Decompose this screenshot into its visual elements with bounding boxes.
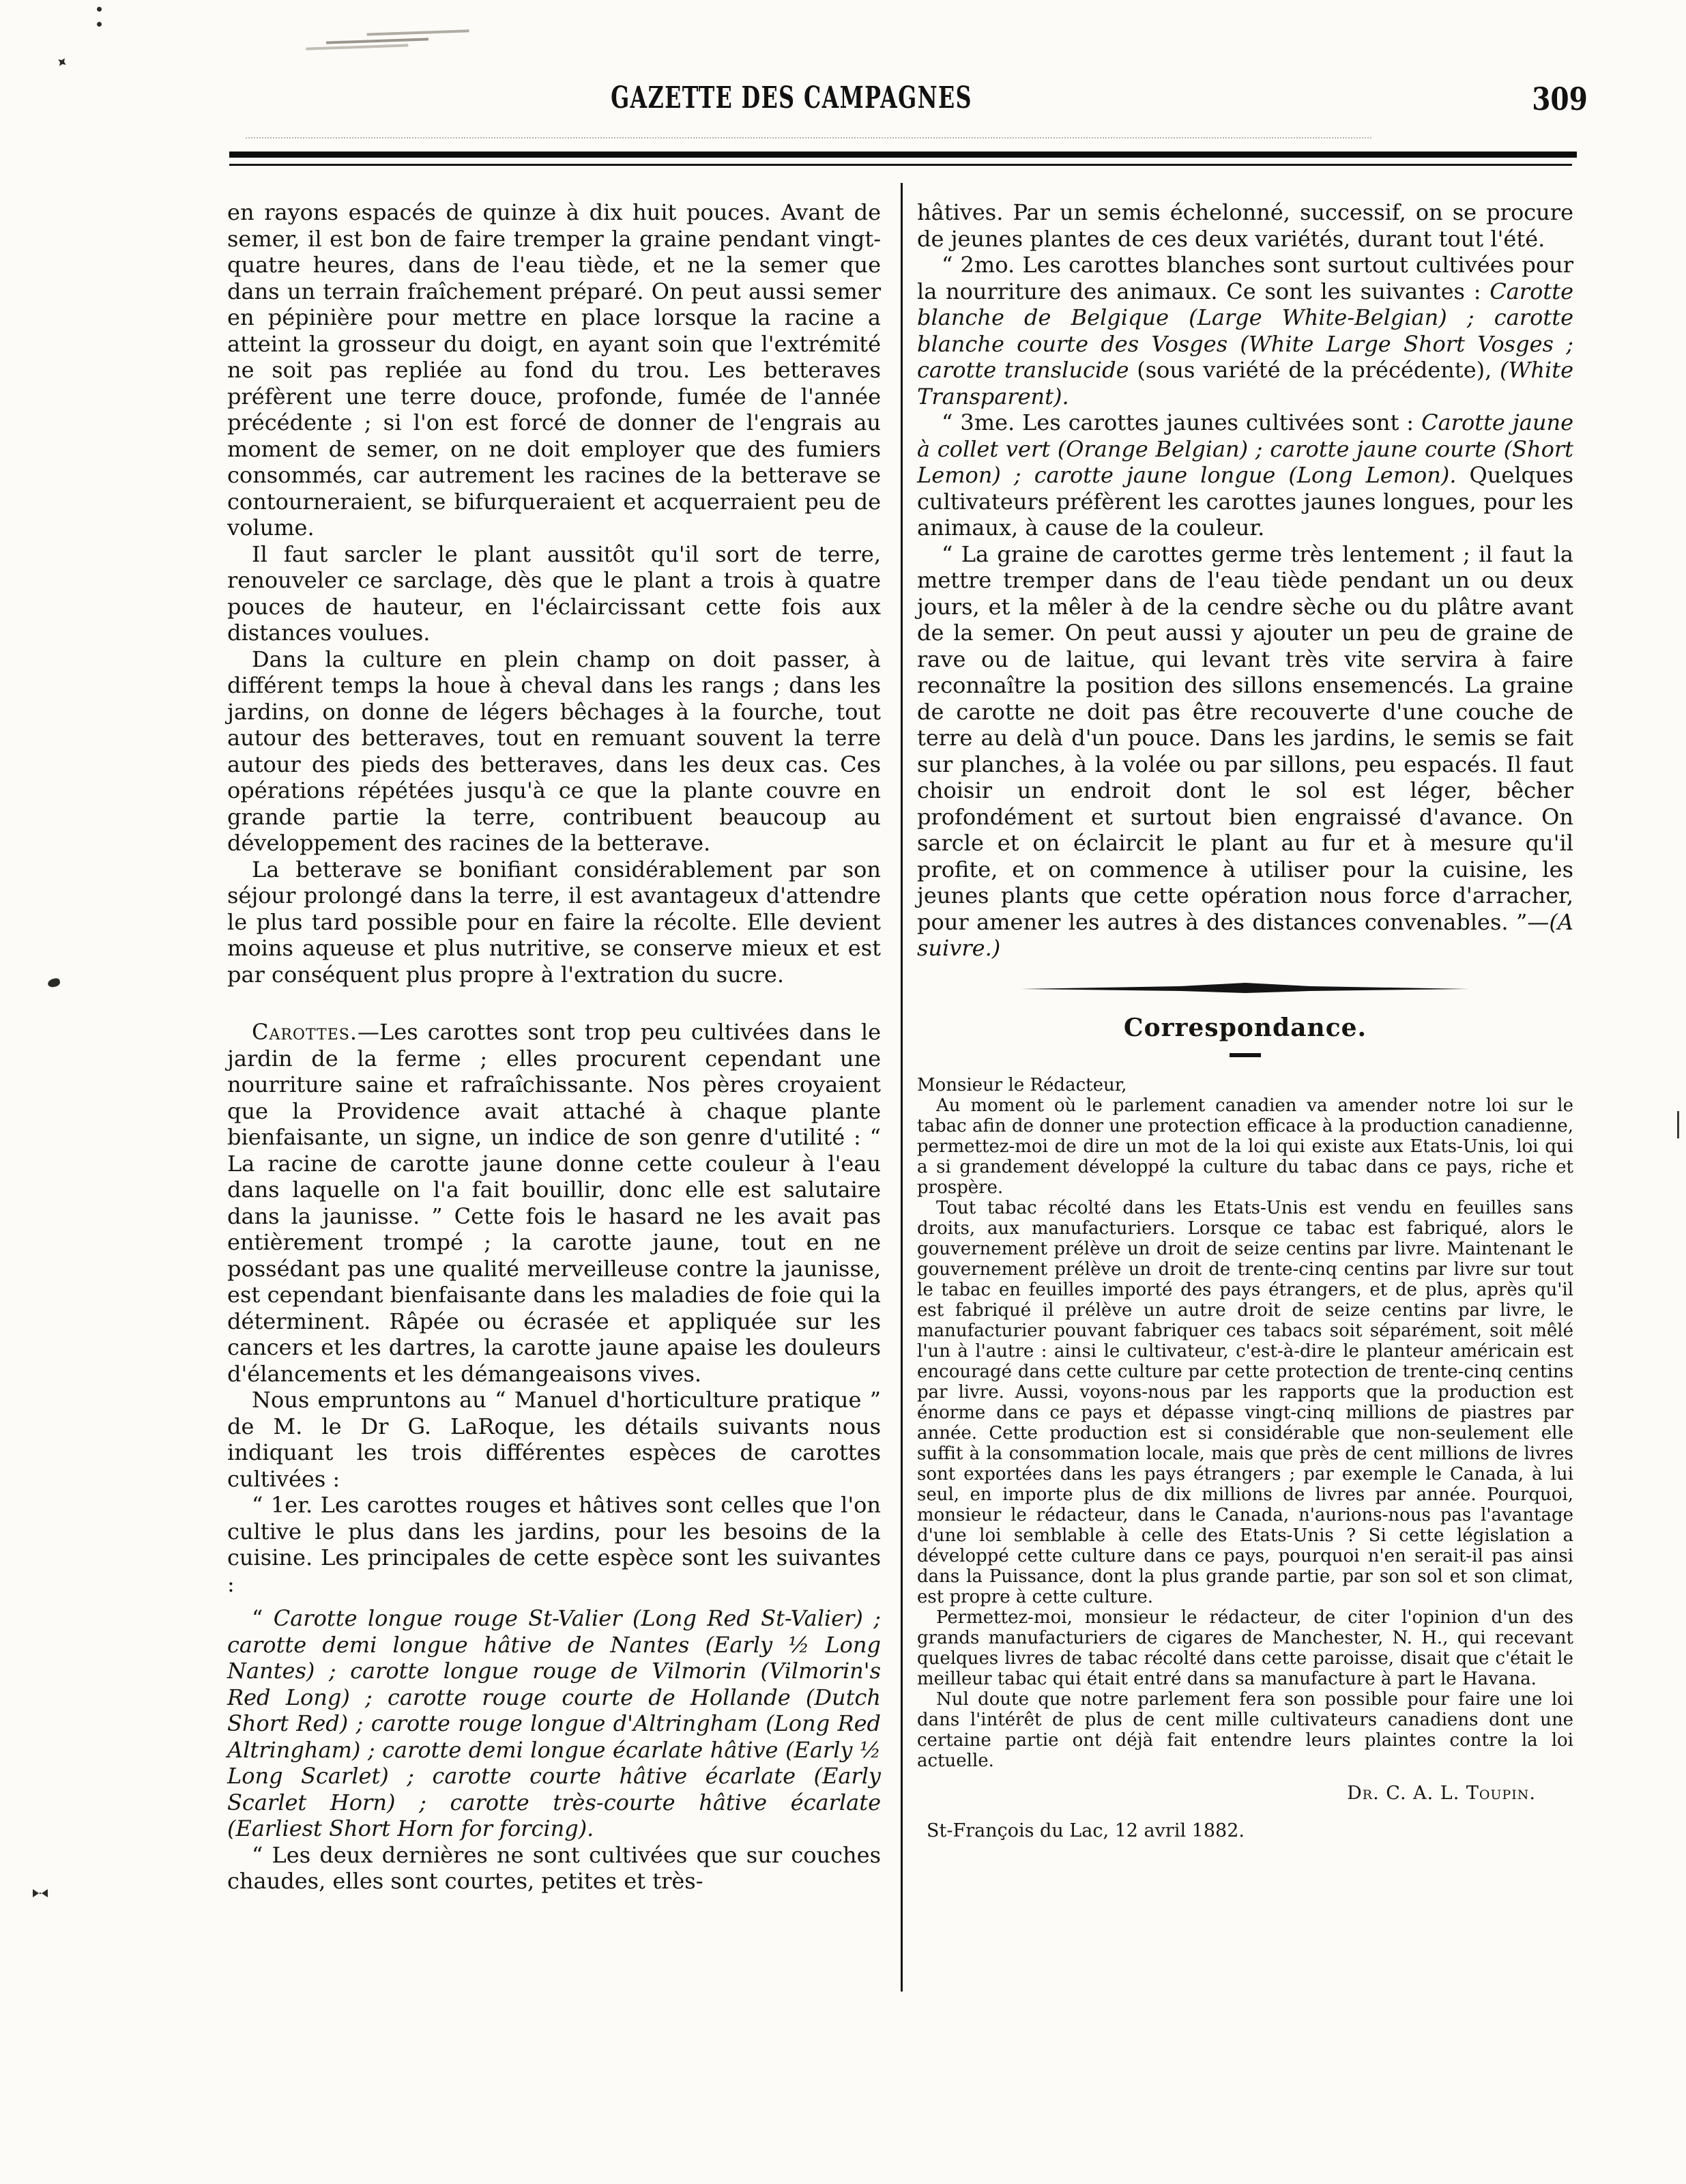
scan-artifact	[55, 55, 68, 68]
article-paragraph: Nous empruntons au “ Manuel d'horticulture pratique ” de M. le Dr G. LaRoque, les détails suivants nous indiquant les trois différentes espèces de carottes cultivées :	[227, 1387, 881, 1492]
column-divider	[901, 183, 903, 1992]
scan-artifact	[326, 38, 428, 44]
section-divider-rule	[917, 982, 1573, 994]
header-rule-thick	[229, 152, 1577, 158]
dateline: St-François du Lac, 12 avril 1882.	[927, 1820, 1245, 1841]
article-paragraph: hâtives. Par un semis échelonné, successif, on se procure de jeunes plantes de ces deux variétés, durant tout l'été.	[917, 199, 1573, 252]
article-paragraph-varieties: “ Carotte longue rouge St-Valier (Long Red St-Valier) ; carotte demi longue hâtive de Nantes (Early ½ Long Nantes) ; carotte longue rouge de Vilmorin (Vilmorin's Red Long) ; carotte rouge courte de Hollande (Dutch Short Red) ; carotte rouge longue d'Altringham (Long Red Altringham) ; carotte demi longue écarlate hâtive (Early ½ Long Scarlet) ; carotte courte hâtive écarlate (Early Scarlet Horn) ; carotte très-courte hâtive écarlate (Earliest Short Horn for forcing).	[227, 1605, 882, 1841]
scan-artifact	[47, 977, 61, 988]
article-paragraph: en rayons espacés de quinze à dix huit pouces. Avant de semer, il est bon de faire tremper la graine pendant vingt-quatre heures, dans de l'eau tiède, et ne la semer que dans un terrain fraîchement préparé. On peut aussi semer en pépinière pour mettre en place lorsque la racine a atteint la grosseur du doigt, en ayant soin que l'extrémité ne soit pas repliée au fond du trou. Les betteraves préfèrent une terre douce, profonde, fumée de l'année précédente ; si l'on est forcé de donner de l'engrais au moment de semer, on ne doit employer que des fumiers consommés, car autrement les racines de la betterave se contourneraient, se bifurqueraient et acquerraient peu de volume.	[227, 199, 881, 541]
left-column	[227, 199, 881, 1895]
article-paragraph: Dans la culture en plein champ on doit passer, à différent temps la houe à cheval dans les rangs ; dans les jardins, on donne de légers bêchages à la fourche, tout autour des betteraves, tout en remuant souvent la terre autour des pieds des betteraves, dans les deux cas. Ces opérations répétées jusqu'à ce que la plante couvre en grande partie la terre, contribuent beaucoup au développement des racines de la betterave.	[227, 646, 881, 856]
masthead-title: GAZETTE DES CAMPAGNES	[611, 81, 972, 115]
article-paragraph: La betterave se bonifiant considérablement par son séjour prolongé dans la terre, il est avantageux d'attendre le plus tard possible pour en faire la récolte. Elle devient moins aqueuse et plus nutritive, se conserve mieux et est par conséquent plus propre à l'extration du sucre.	[227, 856, 881, 988]
heading-dash	[1230, 1053, 1261, 1057]
article-paragraph: “ La graine de carottes germe très lentement ; il faut la mettre tremper dans de l'eau tiède pendant un ou deux jours, et la mêler à de la cendre sèche ou du plâtre avant de la semer. On peut aussi y ajouter un peu de graine de rave ou de laitue, qui levant très vite servira à faire reconnaître la position des sillons ensemencés. La graine de carotte ne doit pas être recouverte d'une couche de terre au delà d'un pouce. Dans les jardins, le semis se fait sur planches, à la volée ou par sillons, peu espacés. Il faut choisir un endroit dont le sol est léger, bêcher profondément et surtout bien engraissé d'avance. On sarcle et on éclaircit le plant au fur et à mesure qu'il profite, et on commence à utiliser pour la cuisine, les jeunes plants que cette opération nous force d'arracher, pour amener les autres à des distances convenables. ”—(A suivre.)	[917, 541, 1573, 961]
article-paragraph: Il faut sarcler le plant aussitôt qu'il sort de terre, renouveler ce sarclage, dès que le plant a trois à quatre pouces de hauteur, en l'éclaircissant cette fois aux distances voulues.	[227, 541, 881, 646]
scan-artifact	[1677, 1111, 1679, 1138]
correspondance-heading: Correspondance.	[1123, 1013, 1367, 1042]
article-paragraph: “ 2mo. Les carottes blanches sont surtout cultivées pour la nourriture des animaux. Ce sont les suivantes : Carotte blanche de Belgique (Large White-Belgian) ; carotte blanche courte des Vosges (White Large Short Vosges ; carotte translucide (sous variété de la précédente), (White Transparent).	[917, 252, 1574, 410]
letter-paragraph: Permettez-moi, monsieur le rédacteur, de citer l'opinion d'un des grands manufacturiers de cigares de Manchester, N. H., qui recevant quelques livres de tabac récolté dans cette paroisse, disait que c'était le meilleur tabac qui était entré dans sa manufacture à part le Havana.	[917, 1607, 1573, 1689]
article-paragraph-carottes: Carottes.—Les carottes sont trop peu cultivées dans le jardin de la ferme ; elles procurent cependant une nourriture saine et rafraîchissante. Nos pères croyaient que la Providence avait attaché à chaque plante bienfaisante, un signe, un indice de son genre d'utilité : “ La racine de carotte jaune donne cette couleur à l'eau dans laquelle on l'a fait bouillir, donc elle est salutaire dans la jaunisse. ” Cette fois le hasard ne les avait pas entièrement trompé ; la carotte jaune, tout en ne possédant pas une qualité merveilleuse contre la jaunisse, est cependant bienfaisante dans les maladies de foie qui la déterminent. Râpée ou écrasée et appliquée sur les cancers et les dartres, la carotte jaune apaise les douleurs d'élancements et les démangeaisons vives.	[227, 1019, 881, 1387]
letter-paragraph: Tout tabac récolté dans les Etats-Unis est vendu en feuilles sans droits, aux manufacturiers. Lorsque ce tabac est fabriqué, alors le gouvernement prélève un droit de seize centins par livre. Maintenant le gouvernement prélève un droit de trente-cinq centins par livre sur tout le tabac en feuilles importé des pays étrangers, et de plus, après qu'il est fabriqué il prélève un autre droit de seize centins par livre, le manufacturier pouvant fabriquer ces tabacs soit séparément, soit mêlé l'un à l'autre : ainsi le cultivateur, c'est-à-dire le planteur américain est encouragé dans cette culture par cette protection de trente-cinq centins par livre. Aussi, voyons-nous par les rapports que la production est énorme dans ce pays et dépasse vingt-cinq millions de piastres par année. Cette production est si considérable que non-seulement elle suffit à la consommation locale, mais que près de cent millions de livres sont exportées dans les pays étrangers ; par exemple le Canada, à lui seul, en importe plus de dix millions de livres par année. Pourquoi, monsieur le rédacteur, dans le Canada, n'aurions-nous pas l'avantage d'une loi semblable à celle des Etats-Unis ? Si cette législation a développé cette culture dans ce pays, pourquoi n'en serait-il pas ainsi dans la Puissance, dont la plus grande partie, par son sol et son climat, est propre à cette culture.	[917, 1198, 1573, 1607]
scan-artifact	[33, 1889, 48, 1897]
right-column	[917, 199, 1573, 1844]
letter-paragraph: Au moment où le parlement canadien va amender notre loi sur le tabac afin de donner une protection efficace à la production canadienne, permettez-moi de dire un mot de la loi qui existe aux Etats-Unis, loi qui a si grandement développé la culture du tabac dans ce pays, riche et prospère.	[917, 1095, 1573, 1198]
signature: Dr. C. A. L. Toupin.	[1347, 1783, 1536, 1804]
header-rule-thin	[229, 164, 1572, 166]
header-dotted-line	[246, 137, 1371, 139]
article-paragraph: “ 3me. Les carottes jaunes cultivées sont : Carotte jaune à collet vert (Orange Belgian) ; carotte jaune courte (Short Lemon) ; carotte jaune longue (Long Lemon). Quelques cultivateurs préfèrent les carottes jaunes longues, pour les animaux, à cause de la couleur.	[917, 410, 1574, 541]
letter-salutation: Monsieur le Rédacteur,	[917, 1075, 1127, 1095]
letter-paragraph: Nul doute que notre parlement fera son possible pour faire une loi dans l'intérêt de plus de cent mille cultivateurs canadiens dont une certaine partie ont déjà fait entendre leurs plaintes contre la loi actuelle.	[917, 1689, 1573, 1771]
article-paragraph: “ 1er. Les carottes rouges et hâtives sont celles que l'on cultive le plus dans les jardins, pour les besoins de la cuisine. Les principales de cette espèce sont les suivantes :	[227, 1492, 881, 1597]
page-number: 309	[1532, 81, 1588, 117]
scan-artifact	[97, 7, 102, 12]
article-paragraph: “ Les deux dernières ne sont cultivées que sur couches chaudes, elles sont courtes, petites et très-	[227, 1841, 881, 1894]
